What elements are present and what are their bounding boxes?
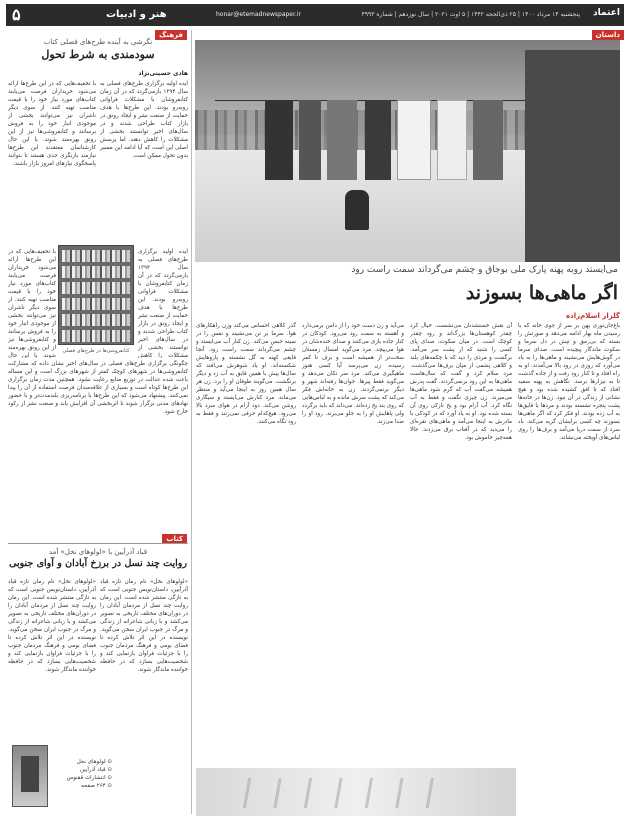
article-headline: اگر ماهی‌ها بسوزند bbox=[465, 282, 618, 304]
email-link[interactable]: honar@etemadnewspaper.ir bbox=[216, 11, 301, 18]
culture-text-left: با تخفیف‌هایی که در این طرح‌ها ارائه می‌شود خریداران فرصت می‌یابند کتاب‌های مورد نیاز خود را با قیمت مناسب تهیه کنند. از سوی دیگر ناشران نیز می‌توانند بخشی از موجودی انبار خود را به فروش برسانند و کتابفروشی‌ها نیز از این رونق بهره‌مند شوند. با این حال کارشناسان معتقدند این طرح‌ها نیازمند بازنگری جدی هستند تا بتوانند پاسخگوی نیازهای امروز بازار باشند. bbox=[8, 81, 96, 167]
culture-supertitle: نگرشی به آینده طرح‌های فصلی کتاب bbox=[43, 38, 153, 46]
book-detail: ⊙ ۲۶۴ صفحه bbox=[81, 783, 112, 789]
main-photo bbox=[195, 40, 620, 262]
article-kicker: می‌ایستد روبه پهنه پارک ملی بوجاق و چشم می‌گرداند سمت راست رود bbox=[351, 265, 618, 275]
book-headline: روایت چند نسل در برزخ آبادان و آوای جنوبی bbox=[9, 558, 187, 569]
page-header bbox=[6, 4, 624, 26]
book-detail: ⊙ قباد آذرآیین bbox=[79, 767, 112, 773]
photo-caption: کتابفروشی‌ها در طرح‌های فصلی bbox=[62, 348, 130, 354]
book-text-right: «لولوهای نخل» نام رمان تازه قباد آذرآیین، داستان‌نویس جنوبی است که به تازگی منتشر شده است. این رمان روایت چند نسل از مردمان آبادان را در دوران‌های مختلف تاریخی به تصویر می‌کشد و با زبانی شاعرانه از زندگی و مرگ در جنوب ایران سخن می‌گوید. نویسنده در این اثر تلاش کرده تا فضای بومی و فرهنگ مردمان جنوب را با جزئیات فراوان بازنمایی کند و شخصیت‌هایی بسازد که در حافظه خواننده ماندگار شوند. bbox=[100, 579, 188, 673]
book-label: کتاب bbox=[162, 534, 187, 544]
culture-text-side: ایده اولیه برگزاری طرح‌های فصلی به سال ۱۳۹۴ بازمی‌گردد که در آن زمان کتابفروشان با مشکلات فراوانی روبه‌رو بودند. این طرح‌ها با هدف حمایت از صنعت نشر و ایجاد رونق در بازار کتاب طراحی شدند و در سال‌های اخیر توانستند بخشی از مشکلات را کاهش bbox=[138, 249, 188, 358]
culture-text-bottom: چگونگی برگزاری طرح‌های فصلی در سال‌های اخیر نشان داده که مشارکت کتابفروشی‌ها در شهرهای کوچک کمتر از شهرهای بزرگ است و این مساله باعث شده عدالت در توزیع منابع رعایت نشود. همچنین مدت زمان برگزاری این طرح‌ها کوتاه است و بسیاری از علاقه‌مندان فرصت استفاده از آن را پیدا نمی‌کنند. پیشنهاد می‌شود که این طرح‌ها با برنامه‌ریزی بلندمدت‌تر و با حضور نهادهای مدنی برگزار شوند تا اثربخشی آن افزایش یابد و صنعت نشر از رکود خارج شود. bbox=[8, 361, 188, 415]
bookshelf-photo bbox=[58, 245, 134, 345]
article-body bbox=[196, 322, 620, 767]
snow-footprints-photo bbox=[196, 768, 516, 816]
dateline: پنجشنبه ۱۴ مرداد ۱۴۰۰ | ۲۵ ذی‌الحجه ۱۴۴۲ | ۵ اوت ۲۰۲۱ | سال نوزدهم | شماره ۴۹۹۳ bbox=[361, 11, 580, 18]
book-supertitle: قباد آذرآیین با «لولوهای نخل» آمد bbox=[48, 548, 148, 556]
culture-text-right: ایده اولیه برگزاری طرح‌های فصلی به سال ۱۳۹۴ بازمی‌گردد که در آن زمان کتابفروشان با مشکلات فراوانی روبه‌رو بودند. این طرح‌ها با هدف حمایت از صنعت نشر و ایجاد رونق در بازار کتاب طراحی شدند و در سال‌های اخیر توانستند بخشی از مشکلات را کاهش دهند. اما پرسش اصلی این است که آیا ادامه این مسیر بدون تحول ممکن است. bbox=[100, 81, 188, 159]
culture-headline: سودمندی به شرط تحول bbox=[41, 48, 155, 61]
book-detail: ⊙ انتشارات ققنوس bbox=[66, 775, 112, 781]
story-label: داستان bbox=[592, 30, 624, 40]
article-column: می‌آید و زن دست خود را از دامن برمی‌دارد و آهسته به سمت رود می‌رود. کودکان در کنار جاده بازی می‌کنند و صدای خنده‌شان در هوا می‌پیچد. مرد می‌گوید امسال زمستان سخت‌تر از همیشه است و برف تا کمر رسیده. زن می‌پرسد آیا کسی هنوز ماهیگیری می‌کند. مرد سر تکان می‌دهد و می‌گوید فقط پیرها. جوان‌ها رفته‌اند شهر و دیگر برنمی‌گردند. زن به خانه‌اش فکر می‌کند که پشت سرش مانده و به لباس‌هایی که روی بند یخ زده‌اند. می‌داند که باید برگردد ولی پاهایش او را به جلو می‌برند. رود او را صدا می‌زند. bbox=[302, 323, 404, 425]
culture-label: فرهنگ bbox=[155, 30, 187, 40]
section-title: هنر و ادبیات bbox=[106, 9, 167, 20]
book-detail: ⊙ لولوهای نخل bbox=[76, 759, 112, 765]
book-cover-image bbox=[12, 745, 48, 807]
article-byline: گلزار اسلام‌زاده bbox=[565, 312, 620, 320]
book-details-list bbox=[52, 758, 112, 790]
newspaper-logo: اعتماد bbox=[593, 8, 620, 18]
article-column: گذر کلاهی احساس می‌کند وزن راهکارهای هوا. سرما بر تن می‌نشیند و نفس را در سینه حبس می‌کند. زن کنار آب می‌ایستد و چشم می‌گرداند سمت راست رود. آنجا قایقی کهنه به گل نشسته و پاروهایش شکسته‌اند. او یاد شوهرش می‌افتد که سال‌ها پیش با همین قایق به آب زد و دیگر برنگشت. می‌گویند طوفان او را برد. زن هر سال همین روز به اینجا می‌آید و منتظر می‌ماند. مرد کنارش می‌ایستد و سیگاری روشن می‌کند. دود آرام در هوای سرد بالا می‌رود. هیچ‌کدام حرفی نمی‌زنند و فقط به رود نگاه می‌کنند. bbox=[196, 323, 296, 425]
book-text-left: «لولوهای نخل» نام رمان تازه قباد آذرآیین، داستان‌نویس جنوبی است که به تازگی منتشر شده است. این رمان روایت چند نسل از مردمان آبادان را در دوران‌های مختلف تاریخی به تصویر می‌کشد و با زبانی شاعرانه از زندگی و مرگ در جنوب ایران سخن می‌گوید. نویسنده در این اثر تلاش کرده تا فضای بومی و فرهنگ مردمان جنوب را با جزئیات فراوان بازنمایی کند و شخصیت‌هایی بسازد که در حافظه خواننده ماندگار شوند. bbox=[8, 579, 96, 673]
article-column: آن نقش خستشدنان می‌نشست. خیال کرد چقدر کوهستان‌ها بزرگ‌اند و رود چقدر کوچک است. در میان سکوت، صدای پای کسی را شنید که از پشت سر می‌آمد. برگشت و مردی را دید که با چکمه‌های بلند و کلاهی پشمی از میان برف‌ها می‌گذشت. مرد سلام کرد و گفت که سال‌هاست ماهی‌ها به این رود برنمی‌گردند. گفت پدرش همیشه می‌گفت آب که گرم شود ماهی‌ها می‌میرند. زن چیزی نگفت و فقط به آب نگاه کرد. آب آرام بود و یخ نازکی روی آن بسته شده بود. او به یاد آورد که در کودکی با مادرش به اینجا می‌آمد و ماهی‌های نقره‌ای را می‌دید که در آفتاب برق می‌زدند. حالا همه‌چیز خاموش بود. bbox=[410, 323, 512, 441]
section-divider bbox=[8, 543, 188, 544]
culture-text-side-left: با تخفیف‌هایی که در این طرح‌ها ارائه می‌شود خریداران فرصت می‌یابند کتاب‌های مورد نیاز خود را با قیمت مناسب تهیه کنند. از سوی دیگر ناشران نیز می‌توانند بخشی از موجودی انبار خود را به فروش برسانند و کتابفروشی‌ها نیز از این رونق بهره‌مند شوند. با این حال bbox=[8, 249, 56, 358]
article-column: باغ‌جان‌نوری پهن بر سر از جوی خانه که با رسیدن ماه بهار ادامه می‌دهد و صورتش را بسته که بی‌رمق و تپش در دل سرما و سکوت ماندگار پیچیده است. صدای سرما در گوش‌هایش می‌نشیند و ماهی‌ها را به یاد می‌آورد که روزی در رود بالا می‌آمدند. او به راه افتاد و تا کنار رود رفت و از جاده گذشت تا به نیزارها برسد. نگاهش به پهنه سفید افتاد که تا افق کشیده شده بود و هیچ نشانی از زندگی در آن نبود. زن‌ها در خانه‌ها پشت پنجره نشسته بودند و مردها با قایق‌ها به آب زده بودند. او فکر کرد که اگر ماهی‌ها بسوزند چه کسی برایشان گریه می‌کند. باد سرد از سمت دریا می‌آمد و برف‌ها را روی لباس‌های آویخته می‌نشاند. bbox=[518, 323, 620, 441]
column-divider bbox=[191, 30, 192, 814]
page-number: ۵ bbox=[12, 5, 21, 24]
culture-author: هادی حسینی‌نژاد bbox=[138, 70, 188, 77]
